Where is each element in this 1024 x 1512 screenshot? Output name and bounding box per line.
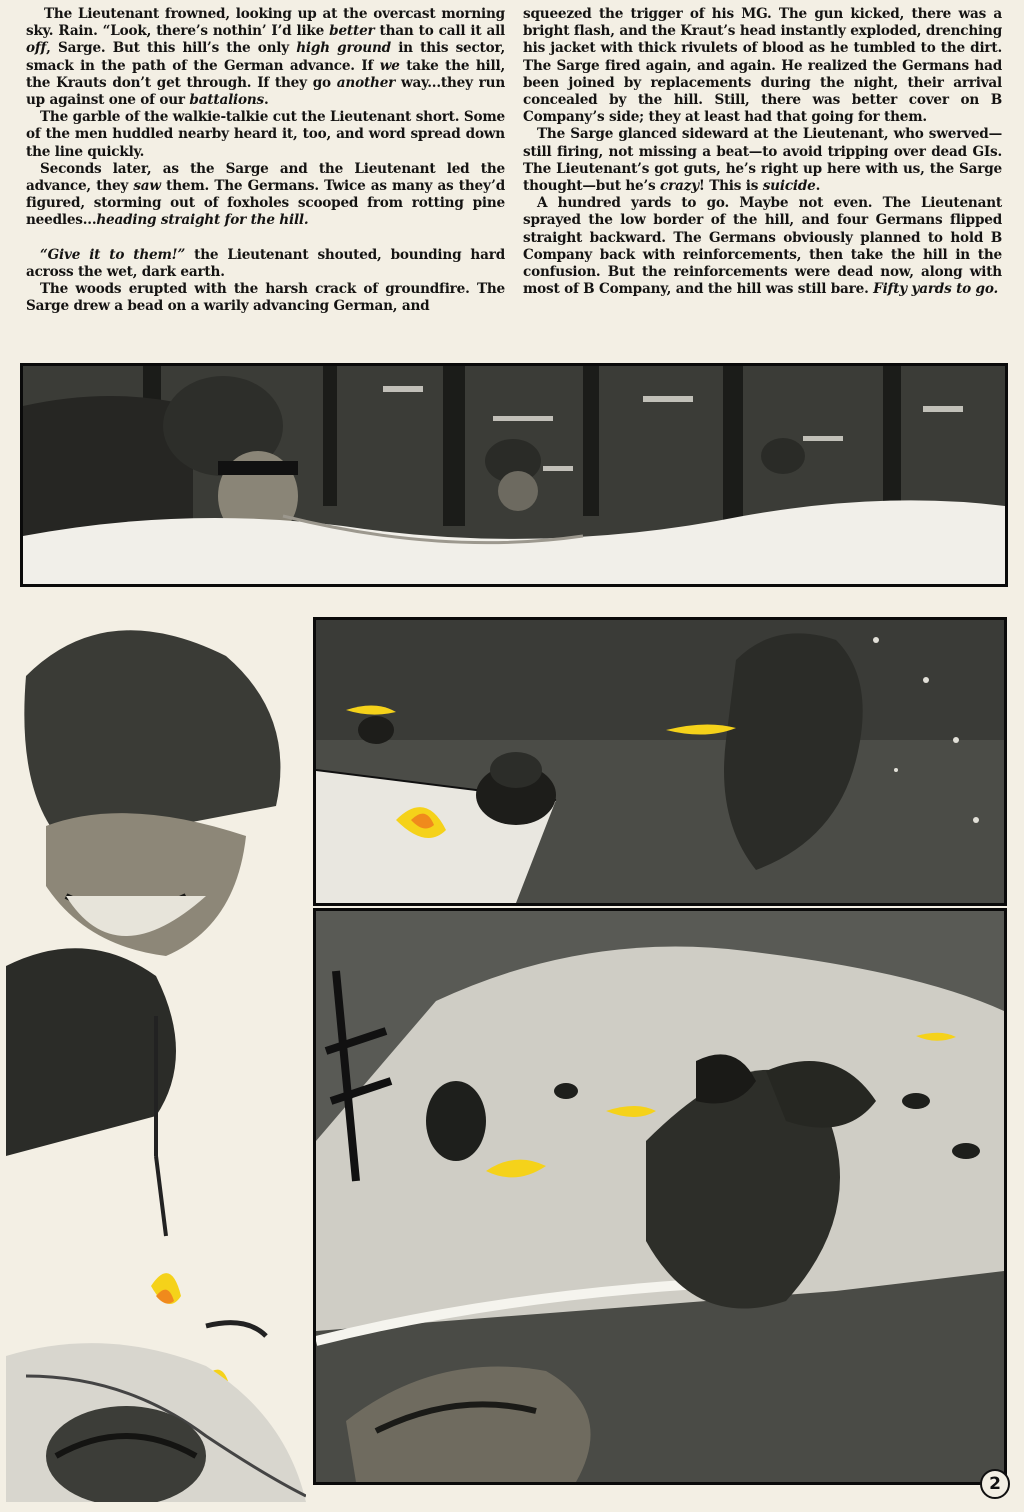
forest-soldiers-art: [23, 366, 1005, 584]
page-number: 2: [980, 1469, 1010, 1499]
panel-hill-assault: [313, 908, 1007, 1485]
panel-advance-fire: [313, 617, 1007, 906]
panel-helmeted-soldier: [6, 596, 306, 1502]
text-column-left: [26, 6, 505, 356]
panel-forest-soldiers: [20, 363, 1008, 587]
paragraph: The woods erupted with the harsh crack of groundfire. The Sarge drew a bead on a warily advancing German, and: [26, 281, 505, 315]
paragraph: “Give it to them!” the Lieutenant shouted, bounding hard across the wet, dark earth.: [26, 246, 505, 280]
paragraph: The garble of the walkie-talkie cut the Lieutenant short. Some of the men huddled nearby heard it, too, and word spread down the line quickly.: [26, 109, 505, 160]
helmeted-soldier-art: [6, 596, 306, 1502]
paragraph: squeezed the trigger of his MG. The gun kicked, there was a bright flash, and the Kraut’s head instantly exploded, drenching his jacket with thick rivulets of blood as he tumbled to the dirt. The Sarge fired again, and again. He realized the Germans had been joined by replacements during the night, their arrival concealed by the hill. Still, there was better cover on B Company’s side; they at least had that going for them.: [523, 6, 1002, 126]
paragraph: A hundred yards to go. Maybe not even. The Lieutenant sprayed the low border of the hill, and four Germans flipped straight backward. The Germans obviously planned to hold B Company back with reinforcements, then take the hill in the confusion. But the reinforcements were dead now, along with most of B Company, and the hill was still bare. Fifty yards to go.: [523, 195, 1002, 298]
paragraph: The Lieutenant frowned, looking up at the overcast morning sky. Rain. “Look, there’s nothin’ I’d like better than to call it all off, Sarge. But this hill’s the only high ground in this sector, smack in the path of the German advance. If we take the hill, the Krauts don’t get through. If they go another way...they run up against one of our battalions.: [26, 6, 506, 109]
paragraph: The Sarge glanced sideward at the Lieutenant, who swerved—still firing, not missing a beat—to avoid tripping over dead GIs. The Lieutenant’s got guts, he’s right up here with us, the Sarge thought—but he’s crazy! This is suicide.: [523, 126, 1002, 195]
hill-assault-art: [316, 911, 1004, 1482]
paragraph: Seconds later, as the Sarge and the Lieutenant led the advance, they saw them. The Germans. Twice as many as they’d figured, storming out of foxholes scooped from rotting pine needles...heading straight for the hill.: [26, 160, 505, 229]
prose-text-block: [26, 6, 1002, 356]
text-column-right: [523, 6, 1002, 356]
advance-fire-art: [316, 620, 1004, 903]
